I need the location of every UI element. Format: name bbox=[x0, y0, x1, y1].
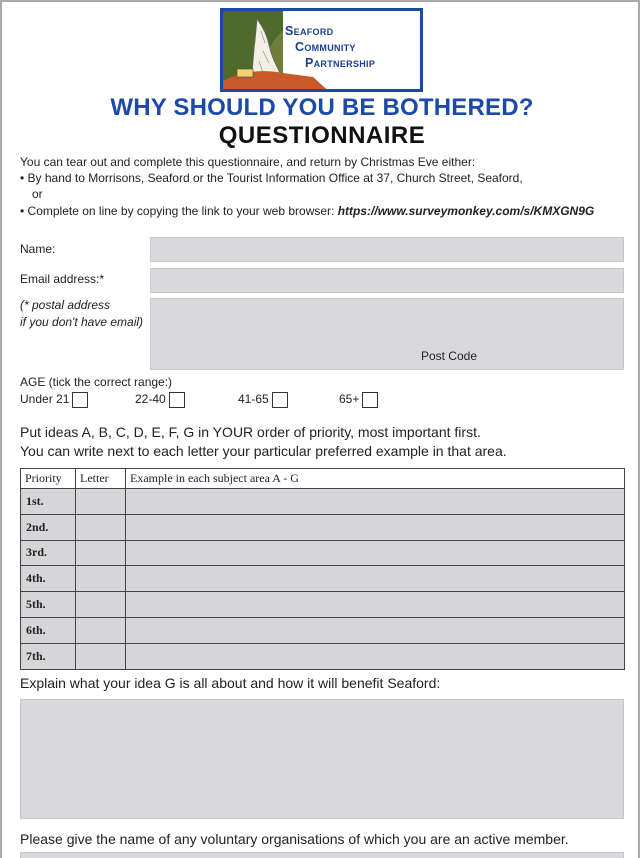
postal-address-field[interactable] bbox=[150, 298, 624, 370]
rank-cell: 3rd. bbox=[21, 540, 76, 566]
age-title: AGE (tick the correct range:) bbox=[20, 375, 173, 389]
intro-or: or bbox=[32, 187, 43, 201]
letter-cell[interactable] bbox=[76, 514, 126, 540]
rank-cell: 4th. bbox=[21, 566, 76, 592]
email-field[interactable] bbox=[150, 268, 624, 293]
header-priority: Priority bbox=[21, 469, 76, 489]
age-checkbox-22-40[interactable] bbox=[169, 392, 185, 408]
age-option-label: 41-65 bbox=[238, 392, 269, 407]
email-label: Email address:* bbox=[20, 272, 105, 286]
example-cell[interactable] bbox=[126, 643, 625, 669]
example-cell[interactable] bbox=[126, 514, 625, 540]
table-row bbox=[21, 643, 625, 669]
table-header-row bbox=[21, 469, 625, 489]
main-title: WHY SHOULD YOU BE BOTHERED? bbox=[110, 94, 534, 121]
age-option-label: 22-40 bbox=[135, 392, 166, 407]
name-field[interactable] bbox=[150, 237, 624, 262]
voluntary-label: Please give the name of any voluntary organisations of which you are an active member. bbox=[20, 831, 569, 847]
sub-title: QUESTIONNAIRE bbox=[218, 122, 426, 149]
header-example: Example in each subject area A - G bbox=[126, 469, 625, 489]
example-cell[interactable] bbox=[126, 592, 625, 618]
letter-cell[interactable] bbox=[76, 592, 126, 618]
survey-link[interactable]: https://www.surveymonkey.com/s/KMXGN9G bbox=[337, 204, 595, 218]
letter-cell[interactable] bbox=[76, 489, 126, 515]
logo-line-3: Partnership bbox=[305, 56, 376, 70]
age-option-label: Under 21 bbox=[20, 392, 70, 407]
rank-cell: 7th. bbox=[21, 643, 76, 669]
rank-cell: 2nd. bbox=[21, 514, 76, 540]
postal-note-1: (* postal address bbox=[20, 298, 111, 312]
logo-wordmark bbox=[281, 23, 421, 71]
age-option-label: 65+ bbox=[339, 392, 360, 407]
intro-bullet-2 bbox=[20, 203, 594, 219]
letter-cell[interactable] bbox=[76, 566, 126, 592]
example-cell[interactable] bbox=[126, 566, 625, 592]
letter-cell[interactable] bbox=[76, 617, 126, 643]
intro-bullet-1: • By hand to Morrisons, Seaford or the Tourist Information Office at 37, Church Street, Seaford, bbox=[20, 171, 523, 185]
logo-line-1: Seaford bbox=[285, 24, 334, 38]
table-row bbox=[21, 540, 625, 566]
rank-cell: 1st. bbox=[21, 489, 76, 515]
header-letter: Letter bbox=[76, 469, 126, 489]
explain-field[interactable] bbox=[20, 699, 624, 819]
rank-cell: 5th. bbox=[21, 592, 76, 618]
intro-text: You can tear out and complete this questionnaire, and return by Christmas Eve either: bbox=[20, 155, 476, 169]
voluntary-field[interactable] bbox=[20, 852, 624, 858]
name-label: Name: bbox=[20, 242, 56, 256]
age-checkbox-41-65[interactable] bbox=[272, 392, 288, 408]
example-cell[interactable] bbox=[126, 489, 625, 515]
seaford-partnership-logo bbox=[220, 8, 423, 92]
age-option-41-65[interactable] bbox=[238, 392, 288, 408]
rank-cell: 6th. bbox=[21, 617, 76, 643]
example-cell[interactable] bbox=[126, 540, 625, 566]
table-row bbox=[21, 592, 625, 618]
age-checkbox-under21[interactable] bbox=[72, 392, 88, 408]
letter-cell[interactable] bbox=[76, 643, 126, 669]
priority-instruction-2: You can write next to each letter your particular preferred example in that area. bbox=[20, 443, 507, 459]
age-option-under21[interactable] bbox=[20, 392, 88, 408]
table-row bbox=[21, 617, 625, 643]
table-row bbox=[21, 514, 625, 540]
age-option-65plus[interactable] bbox=[339, 392, 378, 408]
explain-label: Explain what your idea G is all about and how it will benefit Seaford: bbox=[20, 675, 441, 691]
letter-cell[interactable] bbox=[76, 540, 126, 566]
postal-note-2: if you don't have email) bbox=[20, 315, 144, 329]
intro-bullet-2-text: • Complete on line by copying the link to your web browser: bbox=[20, 204, 338, 218]
example-cell[interactable] bbox=[126, 617, 625, 643]
table-row bbox=[21, 489, 625, 515]
table-row bbox=[21, 566, 625, 592]
age-option-22-40[interactable] bbox=[135, 392, 185, 408]
postcode-label: Post Code bbox=[420, 349, 477, 363]
age-checkbox-65plus[interactable] bbox=[362, 392, 378, 408]
priority-instruction-1: Put ideas A, B, C, D, E, F, G in YOUR order of priority, most important first. bbox=[20, 424, 481, 440]
logo-line-2: Community bbox=[295, 40, 356, 54]
priority-table bbox=[20, 468, 625, 670]
